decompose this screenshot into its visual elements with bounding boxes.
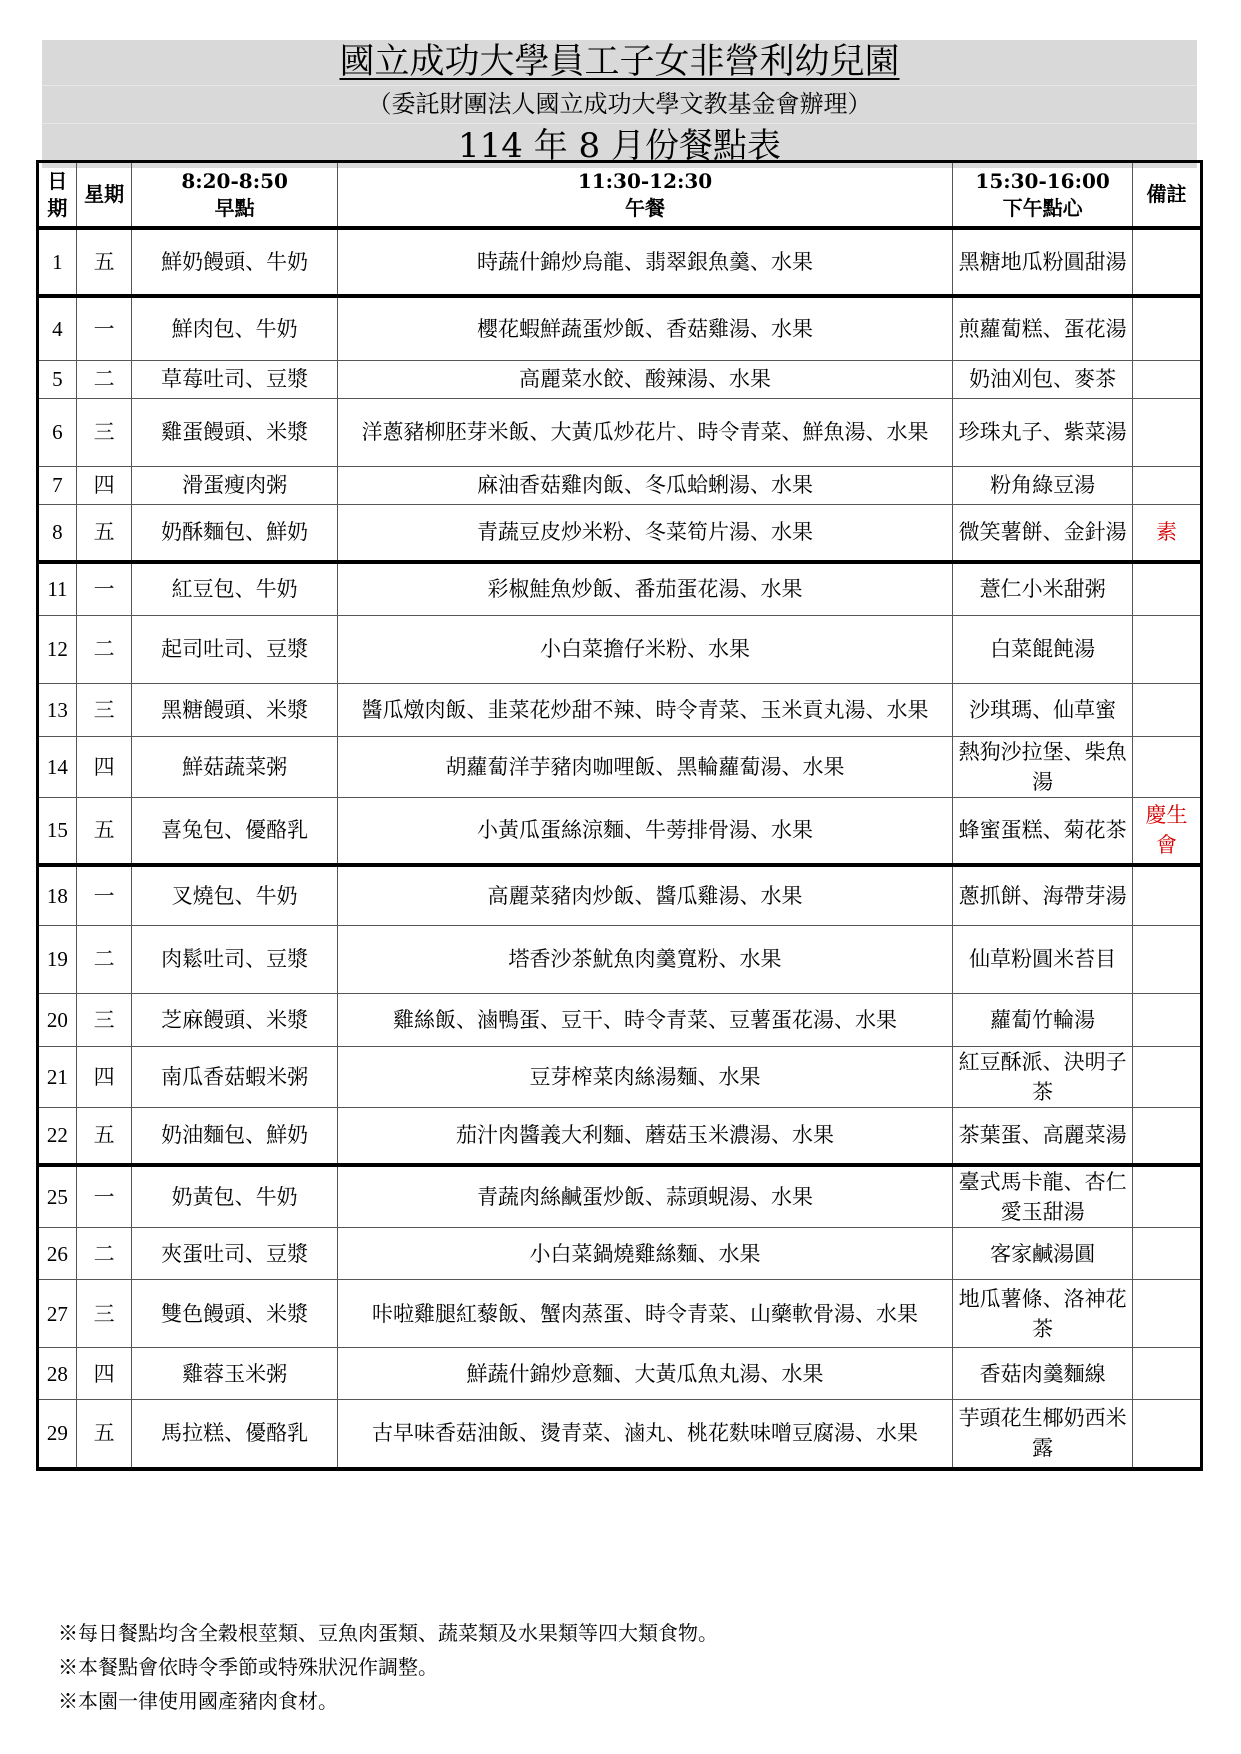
snack-cell: 芋頭花生椰奶西米露 [953, 1400, 1133, 1469]
note-cell [1133, 1046, 1202, 1107]
document-header [42, 40, 1197, 168]
lunch-cell: 醬瓜燉肉飯、韭菜花炒甜不辣、時令青菜、玉米貢丸湯、水果 [337, 683, 952, 736]
weekday-cell: 一 [76, 1165, 132, 1228]
table-row [38, 925, 1202, 993]
breakfast-cell: 雞蓉玉米粥 [132, 1348, 337, 1400]
snack-cell: 白菜餛飩湯 [953, 615, 1133, 683]
note-cell [1133, 228, 1202, 296]
note-cell [1133, 562, 1202, 615]
snack-cell: 臺式馬卡龍、杏仁愛玉甜湯 [953, 1165, 1133, 1228]
weekday-cell: 三 [76, 683, 132, 736]
weekday-cell: 二 [76, 615, 132, 683]
snack-cell: 粉角綠豆湯 [953, 466, 1133, 504]
note-cell [1133, 296, 1202, 360]
lunch-label: 午餐 [625, 195, 666, 220]
weekday-cell: 五 [76, 504, 132, 562]
breakfast-cell: 黑糖饅頭、米漿 [132, 683, 337, 736]
date-cell: 7 [38, 466, 77, 504]
table-row [38, 1400, 1202, 1469]
breakfast-cell: 奶油麵包、鮮奶 [132, 1107, 337, 1165]
date-cell: 25 [38, 1165, 77, 1228]
table-row [38, 1348, 1202, 1400]
date-cell: 21 [38, 1046, 77, 1107]
lunch-cell: 櫻花蝦鮮蔬蛋炒飯、香菇雞湯、水果 [337, 296, 952, 360]
column-header-date: 日期 [38, 162, 77, 229]
column-header-weekday: 星期 [76, 162, 132, 229]
note-cell: 慶生會 [1133, 797, 1202, 865]
snack-cell: 仙草粉圓米苔目 [953, 925, 1133, 993]
note-cell [1133, 1165, 1202, 1228]
snack-cell: 蜂蜜蛋糕、菊花茶 [953, 797, 1133, 865]
table-row [38, 683, 1202, 736]
footnote-seasonal-adjustment: ※本餐點會依時令季節或特殊狀況作調整。 [58, 1655, 438, 1679]
snack-cell: 熱狗沙拉堡、柴魚湯 [953, 736, 1133, 797]
date-cell: 13 [38, 683, 77, 736]
date-cell: 27 [38, 1280, 77, 1348]
breakfast-cell: 奶酥麵包、鮮奶 [132, 504, 337, 562]
breakfast-cell: 雙色饅頭、米漿 [132, 1280, 337, 1348]
breakfast-cell: 雞蛋饅頭、米漿 [132, 398, 337, 466]
breakfast-cell: 紅豆包、牛奶 [132, 562, 337, 615]
note-cell [1133, 865, 1202, 925]
lunch-cell: 青蔬肉絲鹹蛋炒飯、蒜頭蜆湯、水果 [337, 1165, 952, 1228]
weekday-cell: 五 [76, 797, 132, 865]
date-cell: 15 [38, 797, 77, 865]
table-row [38, 398, 1202, 466]
lunch-cell: 小白菜擔仔米粉、水果 [337, 615, 952, 683]
table-row [38, 466, 1202, 504]
weekday-cell: 三 [76, 1280, 132, 1348]
snack-cell: 沙琪瑪、仙草蜜 [953, 683, 1133, 736]
footnote-food-groups: ※每日餐點均含全穀根莖類、豆魚肉蛋類、蔬菜類及水果類等四大類食物。 [58, 1621, 718, 1645]
kindergarten-name [42, 40, 1197, 86]
date-cell: 18 [38, 865, 77, 925]
organizer-subtitle: （委託財團法人國立成功大學文教基金會辦理） [42, 86, 1197, 124]
note-cell [1133, 1348, 1202, 1400]
breakfast-cell: 夾蛋吐司、豆漿 [132, 1228, 337, 1280]
table-row [38, 1107, 1202, 1165]
weekday-cell: 二 [76, 360, 132, 398]
snack-cell: 蘿蔔竹輪湯 [953, 993, 1133, 1046]
breakfast-cell: 奶黃包、牛奶 [132, 1165, 337, 1228]
date-cell: 11 [38, 562, 77, 615]
breakfast-cell: 肉鬆吐司、豆漿 [132, 925, 337, 993]
date-cell: 22 [38, 1107, 77, 1165]
lunch-cell: 鮮蔬什錦炒意麵、大黃瓜魚丸湯、水果 [337, 1348, 952, 1400]
lunch-cell: 小黃瓜蛋絲涼麵、牛蒡排骨湯、水果 [337, 797, 952, 865]
note-cell: 素 [1133, 504, 1202, 562]
table-row [38, 562, 1202, 615]
weekday-cell: 三 [76, 993, 132, 1046]
weekday-cell: 二 [76, 1228, 132, 1280]
note-cell [1133, 993, 1202, 1046]
date-cell: 20 [38, 993, 77, 1046]
lunch-cell: 洋蔥豬柳胚芽米飯、大黃瓜炒花片、時令青菜、鮮魚湯、水果 [337, 398, 952, 466]
breakfast-cell: 草莓吐司、豆漿 [132, 360, 337, 398]
menu-month-title: 114 年 8 月份餐點表 [458, 126, 781, 166]
date-cell: 12 [38, 615, 77, 683]
note-cell [1133, 1228, 1202, 1280]
date-cell: 1 [38, 228, 77, 296]
lunch-cell: 高麗菜豬肉炒飯、醬瓜雞湯、水果 [337, 865, 952, 925]
note-cell [1133, 398, 1202, 466]
lunch-cell: 塔香沙茶魷魚肉羹寬粉、水果 [337, 925, 952, 993]
weekday-cell: 一 [76, 562, 132, 615]
date-cell: 8 [38, 504, 77, 562]
breakfast-cell: 南瓜香菇蝦米粥 [132, 1046, 337, 1107]
column-header-breakfast [132, 162, 337, 229]
snack-cell: 黑糖地瓜粉圓甜湯 [953, 228, 1133, 296]
breakfast-cell: 芝麻饅頭、米漿 [132, 993, 337, 1046]
snack-cell: 客家鹹湯圓 [953, 1228, 1133, 1280]
lunch-time: 11:30-12:30 [577, 168, 713, 193]
note-cell [1133, 683, 1202, 736]
lunch-cell: 小白菜鍋燒雞絲麵、水果 [337, 1228, 952, 1280]
note-cell [1133, 615, 1202, 683]
table-row [38, 797, 1202, 865]
snack-cell: 香菇肉羹麵線 [953, 1348, 1133, 1400]
snack-cell: 微笑薯餅、金針湯 [953, 504, 1133, 562]
table-row [38, 1165, 1202, 1228]
breakfast-cell: 鮮菇蔬菜粥 [132, 736, 337, 797]
column-header-snack [953, 162, 1133, 229]
breakfast-cell: 起司吐司、豆漿 [132, 615, 337, 683]
date-cell: 6 [38, 398, 77, 466]
lunch-cell: 麻油香菇雞肉飯、冬瓜蛤蜊湯、水果 [337, 466, 952, 504]
table-row [38, 1228, 1202, 1280]
lunch-cell: 時蔬什錦炒烏龍、翡翠銀魚羹、水果 [337, 228, 952, 296]
menu-rows [38, 228, 1202, 1469]
table-header-row [38, 162, 1202, 229]
breakfast-cell: 滑蛋瘦肉粥 [132, 466, 337, 504]
lunch-cell: 彩椒鮭魚炒飯、番茄蛋花湯、水果 [337, 562, 952, 615]
weekday-cell: 四 [76, 466, 132, 504]
snack-cell: 煎蘿蔔糕、蛋花湯 [953, 296, 1133, 360]
breakfast-cell: 鮮肉包、牛奶 [132, 296, 337, 360]
lunch-cell: 咔啦雞腿紅藜飯、蟹肉蒸蛋、時令青菜、山藥軟骨湯、水果 [337, 1280, 952, 1348]
lunch-cell: 豆芽榨菜肉絲湯麵、水果 [337, 1046, 952, 1107]
lunch-cell: 青蔬豆皮炒米粉、冬菜筍片湯、水果 [337, 504, 952, 562]
date-cell: 26 [38, 1228, 77, 1280]
note-cell [1133, 466, 1202, 504]
column-header-lunch [337, 162, 952, 229]
snack-cell: 紅豆酥派、決明子茶 [953, 1046, 1133, 1107]
weekday-cell: 五 [76, 1107, 132, 1165]
lunch-cell: 茄汁肉醬義大利麵、蘑菇玉米濃湯、水果 [337, 1107, 952, 1165]
table-row [38, 865, 1202, 925]
weekday-cell: 一 [76, 296, 132, 360]
table-row [38, 1046, 1202, 1107]
snack-cell: 蔥抓餅、海帶芽湯 [953, 865, 1133, 925]
weekday-cell: 四 [76, 736, 132, 797]
note-cell [1133, 360, 1202, 398]
breakfast-cell: 鮮奶饅頭、牛奶 [132, 228, 337, 296]
lunch-cell: 雞絲飯、滷鴨蛋、豆干、時令青菜、豆薯蛋花湯、水果 [337, 993, 952, 1046]
lunch-cell: 古早味香菇油飯、燙青菜、滷丸、桃花麩味噌豆腐湯、水果 [337, 1400, 952, 1469]
table-row [38, 615, 1202, 683]
breakfast-cell: 馬拉糕、優酪乳 [132, 1400, 337, 1469]
snack-cell: 珍珠丸子、紫菜湯 [953, 398, 1133, 466]
snack-cell: 茶葉蛋、高麗菜湯 [953, 1107, 1133, 1165]
date-cell: 28 [38, 1348, 77, 1400]
snack-cell: 薏仁小米甜粥 [953, 562, 1133, 615]
note-cell [1133, 1107, 1202, 1165]
snack-cell: 地瓜薯條、洛神花茶 [953, 1280, 1133, 1348]
title-text: 國立成功大學員工子女非營利幼兒園 [339, 42, 900, 82]
weekday-cell: 五 [76, 228, 132, 296]
note-cell [1133, 925, 1202, 993]
date-cell: 29 [38, 1400, 77, 1469]
lunch-cell: 胡蘿蔔洋芋豬肉咖哩飯、黑輪蘿蔔湯、水果 [337, 736, 952, 797]
table-row [38, 504, 1202, 562]
snack-time: 15:30-16:00 [975, 168, 1110, 193]
footnotes [58, 1616, 718, 1718]
lunch-cell: 高麗菜水餃、酸辣湯、水果 [337, 360, 952, 398]
breakfast-cell: 叉燒包、牛奶 [132, 865, 337, 925]
date-cell: 4 [38, 296, 77, 360]
weekday-cell: 四 [76, 1046, 132, 1107]
column-header-note: 備註 [1133, 162, 1202, 229]
weekday-cell: 五 [76, 1400, 132, 1469]
breakfast-cell: 喜兔包、優酪乳 [132, 797, 337, 865]
table-row [38, 1280, 1202, 1348]
breakfast-time: 8:20-8:50 [181, 168, 288, 193]
note-cell [1133, 1280, 1202, 1348]
note-cell [1133, 1400, 1202, 1469]
date-cell: 14 [38, 736, 77, 797]
weekday-cell: 二 [76, 925, 132, 993]
date-cell: 19 [38, 925, 77, 993]
footnote-domestic-pork: ※本園一律使用國產豬肉食材。 [58, 1689, 338, 1713]
snack-label: 下午點心 [1002, 195, 1083, 220]
table-row [38, 296, 1202, 360]
weekday-cell: 一 [76, 865, 132, 925]
weekday-cell: 四 [76, 1348, 132, 1400]
note-cell [1133, 736, 1202, 797]
snack-cell: 奶油刈包、麥茶 [953, 360, 1133, 398]
table-row [38, 228, 1202, 296]
date-cell: 5 [38, 360, 77, 398]
weekday-cell: 三 [76, 398, 132, 466]
table-row [38, 736, 1202, 797]
meal-menu-table [36, 160, 1203, 1471]
table-row [38, 360, 1202, 398]
table-row [38, 993, 1202, 1046]
breakfast-label: 早點 [214, 195, 255, 220]
